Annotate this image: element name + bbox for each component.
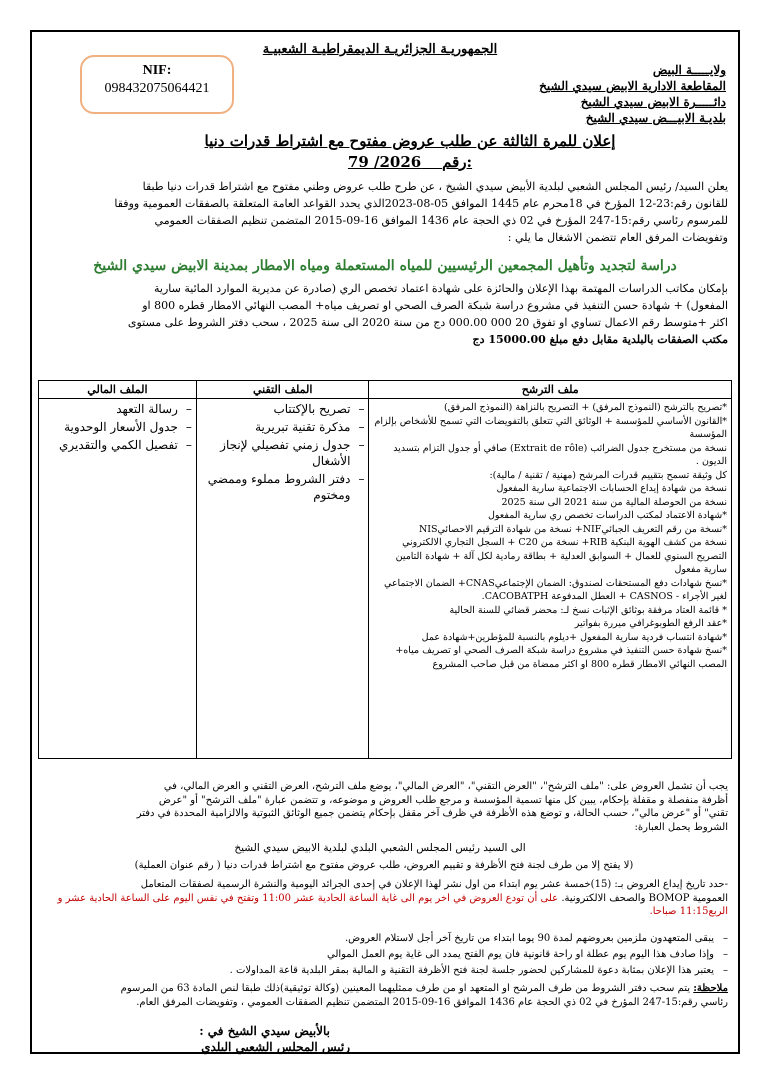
submission-line: تقني" أو "عرض مالي"، حسب الحالة، و توضع هذه الأظرفة في ظرف آخر مقفل بإحكام يتضمن جميع الوثائق الثبوتية والالزامية المحددة في دفتر xyxy=(136,808,728,819)
address-line: الى السيد رئيس المجلس الشعبي البلدي لبلدية الابيض سيدي الشيخ xyxy=(234,842,526,854)
dossier-line: *نسخ شهادات دفع المستحقات لصندوق: الضمان الإجتماعيCNAS+ الضمان الاجتماعي لغير الأجراء - CASNOS + العطل المدفوعة CACOBATPH. xyxy=(383,577,727,602)
intro-paragraph xyxy=(40,178,728,246)
dossier-line: *نسخ شهادة حسن التنفيذ في مشروع دراسة شبكة الصرف الصحي او تصريف مياه+ المصب النهائي الامطار قطره 800 او اكثر ممضاة من قبل صاحب المشروع xyxy=(395,645,727,670)
technical-item: – جدول زمني تفصيلي لإنجاز الأشغال xyxy=(201,437,365,469)
deadline-paragraph xyxy=(40,878,728,919)
announcement-number-value: 79 /2026 xyxy=(347,153,422,171)
signature-title: رئيس المجلس الشعبي البلدي xyxy=(201,1040,350,1054)
deadline-line-media: العمومية BOMOP والصحف الالكترونية. xyxy=(561,892,728,904)
submission-paragraph xyxy=(40,780,728,834)
notes-block xyxy=(40,932,728,980)
intro-line: وتفويضات المرفق العام تتضمن الاشغال ما يلي : xyxy=(507,231,728,244)
admin-line-province: المقاطعة الادارية الابيض سيدي الشيخ xyxy=(539,79,726,93)
eligibility-line: مكتب الصفقات بالبلدية مقابل دفع مبلغ 15000.00 دج xyxy=(472,333,728,346)
dossier-line: *تصريح بالترشح (النموذج المرفق) + التصريح بالنزاهة (النموذج المرفق) xyxy=(444,402,727,413)
dossier-line: *شهادة انتساب فردية سارية المفعول +ديلوم بالنسبة للمؤطرين+شهادة عمل xyxy=(421,631,727,643)
remark-line: رئاسي رقم:15-247 المؤرخ في 02 ذي الحجة عام 1436 الموافق 16-09-2015 المتضمن تنظيم الصفقات العمومي ، وتفويضات المرفق العام. xyxy=(136,997,728,1008)
dossier-line: نسخة من الحوصلة المالية من سنة 2021 الى سنة 2025 xyxy=(501,496,727,508)
dossier-line: *عقد الرفع الطوبوغرافي ميررة بفواتير xyxy=(574,618,727,629)
announcement-number-row xyxy=(300,153,520,171)
admin-line-commune: بلديـة الابيـــض سيدي الشيخ xyxy=(585,111,726,125)
nif-box xyxy=(80,55,234,114)
files-table xyxy=(38,380,732,759)
technical-item: – مذكرة تقنية تبريرية xyxy=(201,419,365,435)
submission-line: الشروط يحمل العبارة: xyxy=(634,821,728,833)
admin-line-daira: دائـــــرة الابيض سيدي الشيخ xyxy=(580,95,726,109)
dossier-line: كل وثيقة تسمح بتقييم قدرات المرشح (مهنية / تقنية / مالية): xyxy=(489,469,727,481)
files-table-body-row xyxy=(39,399,732,759)
remark-label: ملاحظة: xyxy=(693,983,728,994)
submission-line: يجب أن تشمل العروض على: "ملف الترشح"، "العرض التقني"، "العرض المالي"، يوضع ملف الترشح، العرض التقني و العرض المالي، في xyxy=(163,781,728,792)
dossier-line: *نسخة من رقم التعريف الجبائيNIF+ نسخة من شهادة الترقيم الاحصائيNIS xyxy=(418,523,727,535)
header-financial: الملف المالي xyxy=(39,381,197,399)
republic-header: الجمهوريـة الجزائريـة الديمقراطيـة الشعبيـة xyxy=(262,42,498,57)
admin-line-wilaya: ولايـــــة البيض xyxy=(652,63,726,77)
nif-label: NIF: xyxy=(142,63,172,78)
intro-line: يعلن السيد/ رئيس المجلس الشعبي لبلدية الأبيض سيدي الشيخ ، عن طرح طلب عروض وطني مفتوح مع اشتراط قدرات دنيا طبقا xyxy=(142,180,728,193)
nif-value: 098432075064421 xyxy=(104,81,210,96)
technical-item: – تصريح بالإكتتاب xyxy=(201,401,365,417)
technical-cell xyxy=(196,399,369,759)
header-technical: الملف التقني xyxy=(196,381,369,399)
dossier-line: نسخة من شهادة إيداع الحسابات الاجتماعية سارية المفعول xyxy=(496,483,727,494)
not-open-line: (لا يفتح إلا من طرف لجنة فتح الأظرفة و تقييم العروض، طلب عروض مفتوح مع اشتراط قدرات دنيا ( رقم عنوان العملية) xyxy=(134,860,634,871)
project-title: دراسة لتجديد وتأهيل المجمعين الرئيسيين للمياه المستعملة ومياه الامطار بمدينة الابيض سيدي الشيخ xyxy=(93,258,677,274)
note-item: – يعتبر هذا الإعلان بمثابة دعوة للمشاركين لحضور جلسة لجنة فتح الأظرفة التقنية و المالية بمقر البلدية قاعة المداولات . xyxy=(40,964,728,978)
financial-item: – جدول الأسعار الوحدوية xyxy=(43,419,192,435)
deadline-line: -حدد تاريخ إيداع العروض بـ: (15)خمسة عشر يوم ابتداء من اول نشر لهذا الإعلان في إحدى الجرائد اليومية والنشرة الرسمية لصفقات المتعامل xyxy=(140,879,728,890)
intro-line: للقانون رقم:23-12 المؤرخ في 18محرم عام 1445 الموافق 05-08-2023الذي يحدد القواعد العامة المتعلقة بالصفقات العمومية ووفقا xyxy=(114,197,728,210)
dossier-line: التصريح السنوي للعمال + السوابق العدلية + بطاقة رمادية لكل آلة + شهادة التامين سارية مفعول xyxy=(395,550,727,575)
announcement-number-label: رقم: xyxy=(442,153,473,171)
submission-line: أظرفة منفصلة و مقفلة بإحكام، يبين كل منها تسمية المؤسسة و مرجع طلب العروض و موضوعه، و تتضمن عبارة "ملف الترشح" أو "عرض xyxy=(158,794,728,806)
remark-line: يتم سحب دفتر الشروط من طرف المرشح او المتعهد او من طرف ممثليهما المعينين (وكالة توثيقية)ذلك طبقا لنص المادة 63 من المرسوم xyxy=(120,983,691,994)
dossier-line: *شهادة الاعتماد لمكتب الدراسات تخصص ري سارية المفعول xyxy=(488,510,727,521)
admin-block xyxy=(396,62,726,126)
header-dossier: ملف الترشح xyxy=(369,381,732,399)
dossier-line: * قائمة العتاد مرفقة بوثائق الإثبات نسخ لـ: محضر قضائي للسنة الحالية xyxy=(449,604,727,616)
financial-cell xyxy=(39,399,197,759)
remark-block xyxy=(40,982,728,1010)
eligibility-line: اكثر +متوسط رقم الاعمال تساوي او تفوق 20 000 000.00 دج من سنة 2020 الى سنة 2025 ، سحب دفتر الشروط على مستوى xyxy=(127,316,728,329)
financial-item: – رسالة التعهد xyxy=(43,401,192,417)
technical-item: – دفتر الشروط مملوء وممضي ومختوم xyxy=(201,471,365,503)
note-item: – وإذا صادف هذا اليوم يوم عطلة او راحة قانونية فان يوم الفتح يمدد الى غاية يوم العمل الموالي xyxy=(40,948,728,962)
dossier-line: نسخة من كشف الهوية البنكية RIB+ نسخة من C20 + السجل التجاري الالكتروني xyxy=(402,537,727,548)
financial-item: – تفصيل الكمي والتقديري xyxy=(43,437,192,453)
eligibility-paragraph xyxy=(40,280,728,348)
intro-line: للمرسوم رئاسي رقم:15-247 المؤرخ في 02 ذي الحجة عام 1436 الموافق 16-09-2015 المتضمن تنظيم الصفقات العمومي xyxy=(154,214,728,227)
eligibility-line: المفعول) + شهادة حسن التنفيذ في مشروع دراسة شبكة الصرف الصحي او تصريف مياه+ المصب النهائي الامطار قطره 800 او xyxy=(142,299,728,312)
deadline-line xyxy=(40,892,728,919)
note-item: – يبقى المتعهدون ملزمين بعروضهم لمدة 90 يوما ابتداء من تاريخ آخر أجل لاستلام العروض. xyxy=(40,932,728,946)
eligibility-line: بإمكان مكاتب الدراسات المهتمة بهذا الإعلان والحائزة على شهادة اعتماد تخصص الري (صادرة عن مديرية الموارد المائية سارية xyxy=(154,282,728,295)
dossier-cell xyxy=(369,399,732,759)
files-table-header-row xyxy=(39,381,732,399)
dossier-line: نسخة من مستخرج جدول الضرائب (Extrait de rôle) صافي أو جدول التزام بتسديد الديون . xyxy=(393,442,727,467)
signature-place: بالأبيض سيدي الشيخ في : xyxy=(199,1024,330,1038)
deadline-red: على أن تودع العروض في اخر يوم الى غاية الساعة الحادية عشر 11:00 وتفتح في نفس اليوم على الساعة الحادية عشر و الربع11:15 صباحا. xyxy=(57,892,728,917)
dossier-line: *القانون الأساسي للمؤسسة + الوثائق التي تتعلق بالتفويضات التي تسمح للأشخاص بإلزام المؤسسة xyxy=(374,415,727,440)
announcement-title: إعلان للمرة الثالثة عن طلب عروض مفتوح مع اشتراط قدرات دنيا xyxy=(204,132,616,150)
